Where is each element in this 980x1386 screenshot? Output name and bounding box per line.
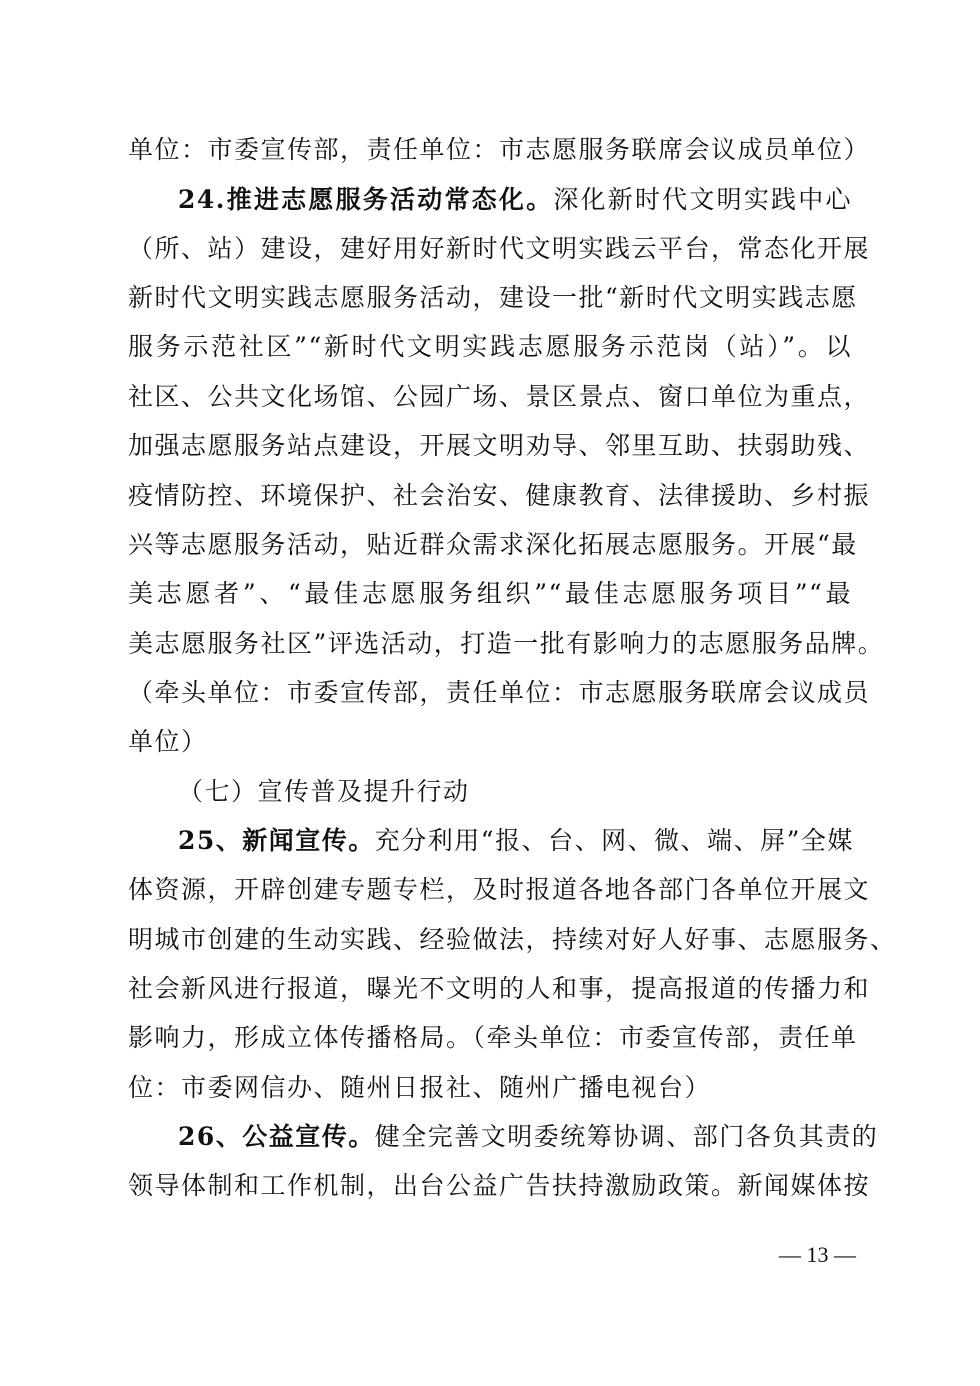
paragraph-text: （牵头单位：市委宣传部，责任单位：市志愿服务联席会议成员	[128, 678, 871, 707]
text-line	[178, 182, 852, 218]
paragraph-text: 兴等志愿服务活动，贴近群众需求深化拓展志愿服务。开展“最	[128, 530, 858, 559]
section-heading: 25、新闻宣传。	[178, 826, 375, 855]
paragraph-text: （所、站）建设，建好用好新时代文明实践云平台，常态化开展	[128, 234, 871, 263]
paragraph-text: 疫情防控、环境保护、社会治安、健康教育、法律援助、乡村振	[128, 481, 871, 510]
text-line	[178, 823, 852, 859]
section-heading: 26、公益宣传。	[178, 1122, 375, 1151]
text-line	[128, 626, 885, 662]
paragraph-text: 明城市创建的生动实践、经验做法，持续对好人好事、志愿服务、	[128, 925, 897, 954]
text-line	[128, 428, 871, 464]
paragraph-text: （七）宣传普及提升行动	[178, 777, 470, 806]
section-heading: 24.推进志愿服务活动常态化。	[178, 185, 554, 214]
paragraph-text: 社区、公共文化场馆、公园广场、景区景点、窗口单位为重点，	[128, 382, 871, 411]
text-line	[178, 1119, 879, 1155]
text-line	[128, 1070, 852, 1106]
text-line	[128, 922, 897, 958]
paragraph-text: 影响力，形成立体传播格局。（牵头单位：市委宣传部，责任单	[128, 1023, 858, 1052]
text-line	[128, 675, 871, 711]
text-line	[128, 132, 871, 168]
text-line	[128, 231, 871, 267]
text-line	[178, 774, 852, 810]
page-number: — 13 —	[779, 1242, 856, 1267]
paragraph-text: 深化新时代文明实践中心	[553, 185, 852, 214]
text-line	[128, 872, 871, 908]
paragraph-text: 美志愿者”、“最佳志愿服务组织”“最佳志愿服务项目”“最	[128, 579, 852, 608]
paragraph-text: 新时代文明实践志愿服务活动，建设一批“新时代文明实践志愿	[128, 283, 858, 312]
paragraph-text: 社会新风进行报道，曝光不文明的人和事，提高报道的传播力和	[128, 974, 871, 1003]
paragraph-text: 位：市委网信办、随州日报社、随州广播电视台）	[128, 1073, 712, 1102]
paragraph-text: 健全完善文明委统筹协调、部门各负其责的	[374, 1122, 879, 1151]
text-line	[128, 724, 852, 760]
text-line	[128, 971, 871, 1007]
text-line	[128, 478, 871, 514]
paragraph-text: 单位）	[128, 727, 208, 756]
text-line	[128, 576, 852, 612]
text-line	[128, 329, 852, 365]
paragraph-text: 单位：市委宣传部，责任单位：市志愿服务联席会议成员单位）	[128, 135, 871, 164]
paragraph-text: 充分利用“报、台、网、微、端、屏”全媒	[374, 826, 854, 855]
text-line	[128, 280, 858, 316]
paragraph-text: 服务示范社区”“新时代文明实践志愿服务示范岗（站）”。以	[128, 332, 852, 361]
text-line	[128, 379, 871, 415]
paragraph-text: 美志愿服务社区”评选活动，打造一批有影响力的志愿服务品牌。	[128, 629, 885, 658]
paragraph-text: 体资源，开辟创建专题专栏，及时报道各地各部门各单位开展文	[128, 875, 871, 904]
text-line	[128, 1020, 858, 1056]
paragraph-text: 加强志愿服务站点建设，开展文明劝导、邻里互助、扶弱助残、	[128, 431, 871, 460]
paragraph-text: 领导体制和工作机制，出台公益广告扶持激励政策。新闻媒体按	[128, 1171, 871, 1200]
text-line	[128, 527, 858, 563]
text-line	[128, 1168, 871, 1204]
